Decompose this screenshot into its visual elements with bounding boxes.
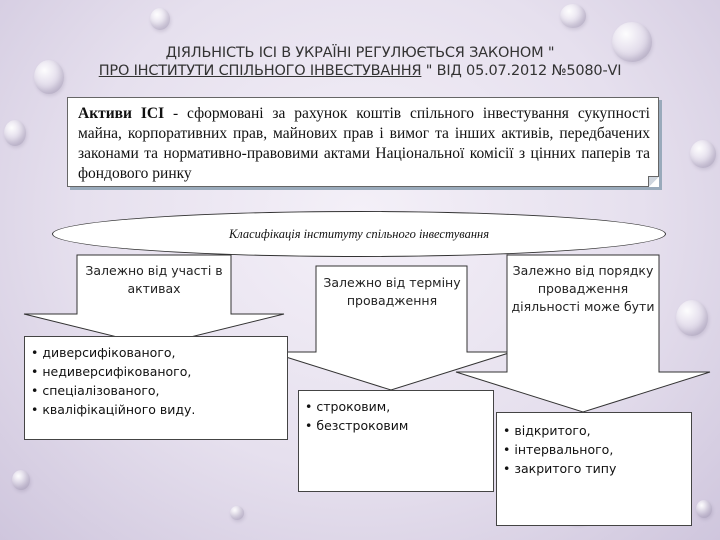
list-item: • закритого типу — [503, 459, 685, 478]
list-item: • кваліфікаційного виду. — [31, 400, 281, 419]
procedure-types-box — [496, 412, 692, 526]
title-line-1: ДІЯЛЬНІСТЬ ІСІ В УКРАЇНІ РЕГУЛЮЄТЬСЯ ЗАКОНОМ " — [165, 45, 555, 61]
term-types-box — [298, 390, 494, 492]
criterion-label-participation: Залежно від участі в активах — [85, 263, 223, 296]
law-date-number: " ВІД 05.07.2012 №5080-VI — [421, 63, 622, 79]
definition-body: - сформовані за рахунок коштів спільного інвестування сукупності майна, корпоративних прав, майнових прав і вимог та інших активів, передбачених законами та нормативно-правовими актами Національної комісії з цінних паперів та фондового ринку — [78, 105, 650, 182]
classification-label: Класифікація інституту спільного інвестування — [228, 226, 490, 241]
list-item: • безстроковим — [305, 416, 487, 435]
list-item: • відкритого, — [503, 421, 685, 440]
criterion-label-procedure: Залежно від порядку провадження діяльності може бути — [511, 263, 655, 314]
law-name: ПРО ІНСТИТУТИ СПІЛЬНОГО ІНВЕСТУВАННЯ — [98, 63, 422, 79]
classification-ellipse — [52, 211, 666, 257]
procedure-types-list — [503, 421, 685, 478]
participation-types-box — [24, 336, 288, 440]
list-item: • недиверсифікованого, — [31, 362, 281, 381]
list-item: • інтервального, — [503, 440, 685, 459]
participation-types-list — [31, 343, 281, 419]
list-item: • строковим, — [305, 397, 487, 416]
list-item: • диверсифікованого, — [31, 343, 281, 362]
list-item: • спеціалізованого, — [31, 381, 281, 400]
definition-term: Активи ІСІ — [78, 105, 165, 122]
criterion-label-term: Залежно від терміну провадження — [323, 275, 461, 308]
term-types-list — [305, 397, 487, 435]
